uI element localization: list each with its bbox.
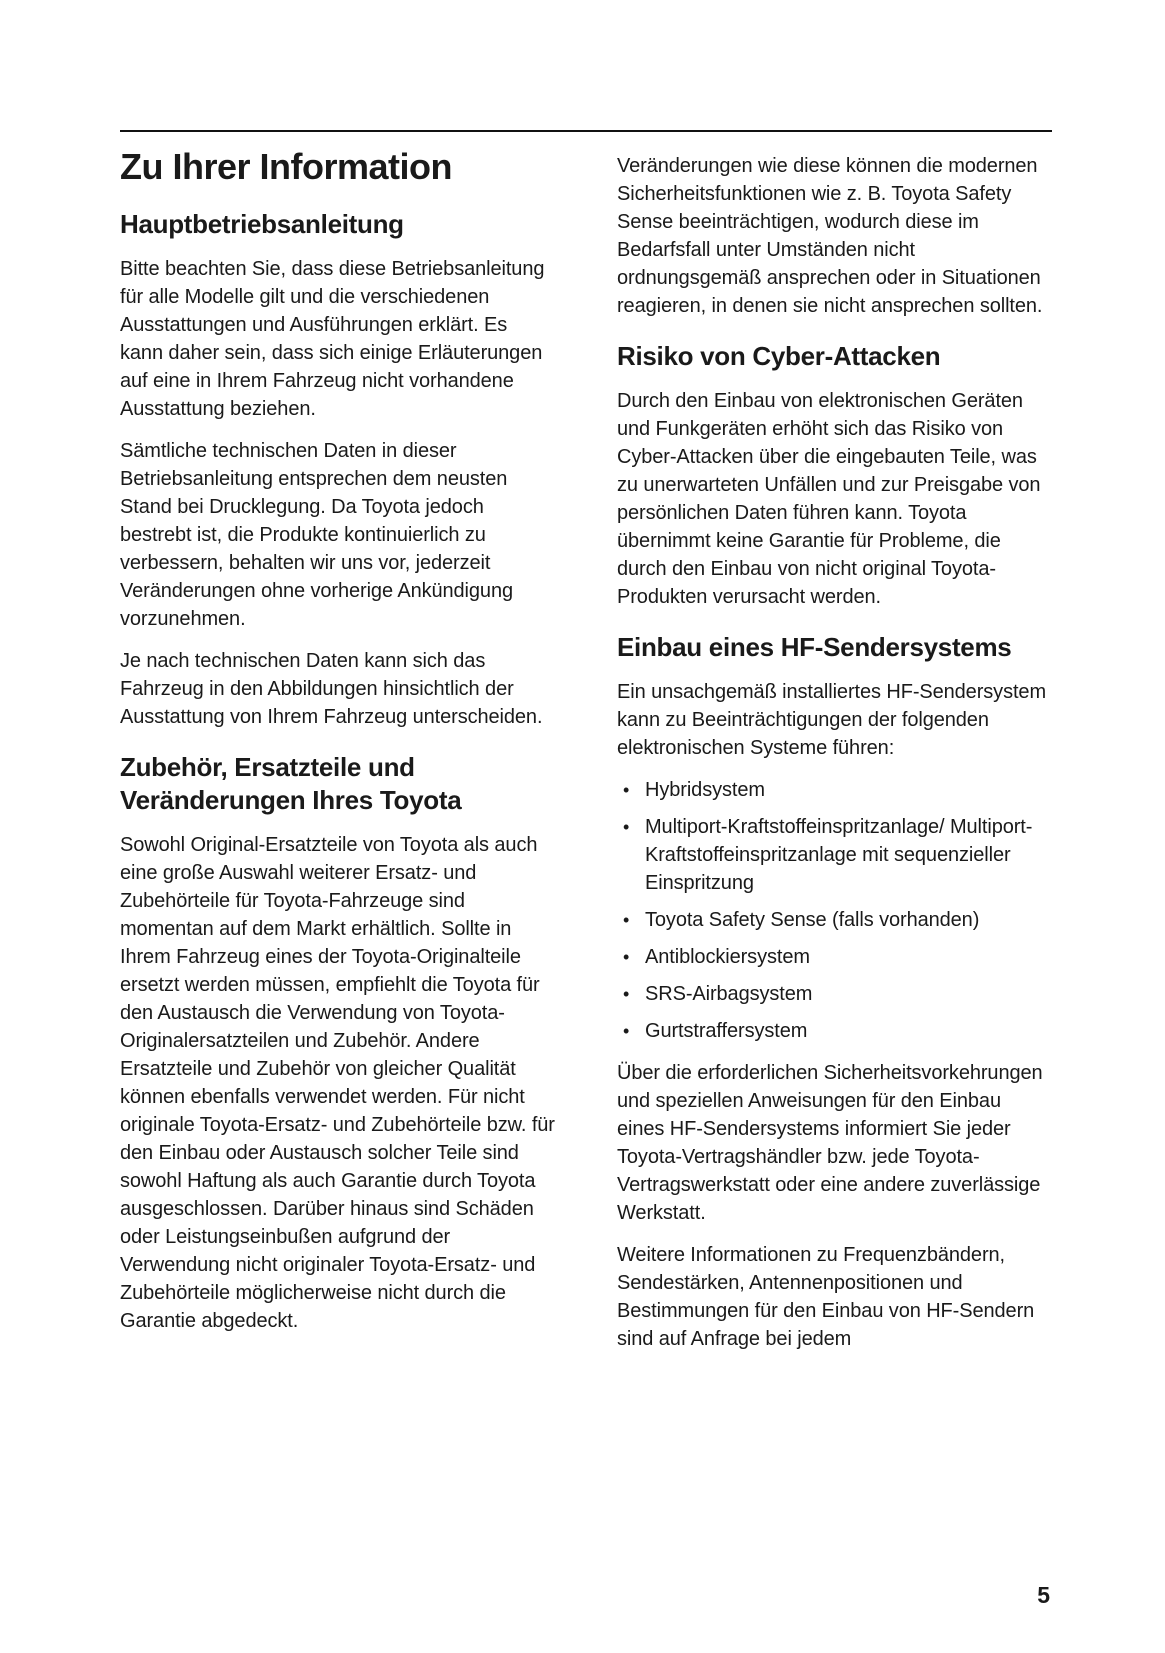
page-number: 5 xyxy=(1037,1582,1050,1608)
page-title: Zu Ihrer Information xyxy=(120,146,452,187)
list-item xyxy=(617,1017,1052,1045)
section-heading-cyber: Risiko von Cyber-Attacken xyxy=(617,341,941,371)
list-item xyxy=(617,943,1052,971)
list-item-text: Antiblockiersystem xyxy=(645,946,810,968)
list-item-text: Multiport-Kraftstoffeinspritzanlage/ Multiport-Kraftstoffeinspritzanlage mit sequenzieller Einspritzung xyxy=(645,816,1033,894)
right-column xyxy=(617,146,1052,1367)
section-heading-hauptbetriebsanleitung: Hauptbetriebsanleitung xyxy=(120,209,404,239)
list-item-text: Gurtstraffersystem xyxy=(645,1020,808,1042)
paragraph: Bitte beachten Sie, dass diese Betriebsanleitung für alle Modelle gilt und die verschiedenen Ausstattungen und Ausführungen erklärt. Es kann daher sein, dass sich einige Erläuterungen auf eine in Ihrem Fahrzeug nicht vorhandene Ausstattung beziehen. xyxy=(120,258,545,420)
list-item-text: Hybridsystem xyxy=(645,779,765,801)
list-item xyxy=(617,906,1052,934)
left-column xyxy=(120,146,555,1367)
paragraph: Sowohl Original-Ersatzteile von Toyota als auch eine große Auswahl weiterer Ersatz- und Zubehörteile für Toyota-Fahrzeuge sind momentan auf dem Markt erhältlich. Sollte in Ihrem Fahrzeug eines der Toyota-Originalteile ersetzt werden müssen, empfiehlt die Toyota für den Austausch die Verwendung von Toyota-Originalersatzteilen und Zubehör. Andere Ersatzteile und Zubehör von gleicher Qualität können ebenfalls verwendet werden. Für nicht originale Toyota-Ersatz- und Zubehörteile bzw. für den Einbau oder Austausch solcher Teile sind sowohl Haftung als auch Garantie durch Toyota ausgeschlossen. Darüber hinaus sind Schäden oder Leistungseinbußen aufgrund der Verwendung nicht originaler Toyota-Ersatz- und Zubehörteile möglicherweise nicht durch die Garantie abgedeckt. xyxy=(120,834,555,1332)
paragraph: Sämtliche technischen Daten in dieser Betriebsanleitung entsprechen dem neusten Stand bei Drucklegung. Da Toyota jedoch bestrebt ist, die Produkte kontinuierlich zu verbessern, behalten wir uns vor, jederzeit Veränderungen ohne vorherige Ankündigung vorzunehmen. xyxy=(120,440,513,630)
paragraph: Über die erforderlichen Sicherheitsvorkehrungen und speziellen Anweisungen für den Einbau eines HF-Sendersystems informiert Sie jeder Toyota-Vertragshändler bzw. jede Toyota-Vertragswerkstatt oder eine andere zuverlässige Werkstatt. xyxy=(617,1062,1043,1224)
page-content xyxy=(120,130,1052,1367)
list-item-text: SRS-Airbagsystem xyxy=(645,983,813,1005)
paragraph: Ein unsachgemäß installiertes HF-Sendersystem kann zu Beeinträchtigungen der folgenden elektronischen Systeme führen: xyxy=(617,681,1047,759)
bullet-icon: • xyxy=(623,1021,630,1041)
bullet-icon: • xyxy=(623,910,630,930)
paragraph: Je nach technischen Daten kann sich das Fahrzeug in den Abbildungen hinsichtlich der Ausstattung von Ihrem Fahrzeug unterscheiden. xyxy=(120,650,543,728)
bullet-icon: • xyxy=(623,947,630,967)
affected-systems-list xyxy=(617,776,1052,1045)
section-heading-hf: Einbau eines HF-Sendersystems xyxy=(617,632,1012,662)
paragraph: Durch den Einbau von elektronischen Geräten und Funkgeräten erhöht sich das Risiko von Cyber-Attacken über die eingebauten Teile, was zu unerwarteten Unfällen und zur Preisgabe von persönlichen Daten führen kann. Toyota übernimmt keine Garantie für Probleme, die durch den Einbau von nicht original Toyota-Produkten verursacht werden. xyxy=(617,390,1041,608)
paragraph: Veränderungen wie diese können die modernen Sicherheitsfunktionen wie z. B. Toyota Safety Sense beeinträchtigen, wodurch diese im Bedarfsfall unter Umständen nicht ordnungsgemäß ansprechen oder in Situationen reagieren, in denen sie nicht ansprechen sollten. xyxy=(617,155,1043,317)
list-item-text: Toyota Safety Sense (falls vorhanden) xyxy=(645,909,980,931)
bullet-icon: • xyxy=(623,817,630,837)
bullet-icon: • xyxy=(623,984,630,1004)
bullet-icon: • xyxy=(623,780,630,800)
content-columns xyxy=(120,146,1052,1367)
paragraph: Weitere Informationen zu Frequenzbändern, Sendestärken, Antennenpositionen und Bestimmungen für den Einbau von HF-Sendern sind auf Anfrage bei jedem xyxy=(617,1244,1035,1350)
list-item xyxy=(617,776,1052,804)
list-item xyxy=(617,813,1052,897)
list-item xyxy=(617,980,1052,1008)
section-heading-zubehoer: Zubehör, Ersatzteile und Veränderungen Ihres Toyota xyxy=(120,752,462,815)
header-rule xyxy=(120,130,1052,132)
